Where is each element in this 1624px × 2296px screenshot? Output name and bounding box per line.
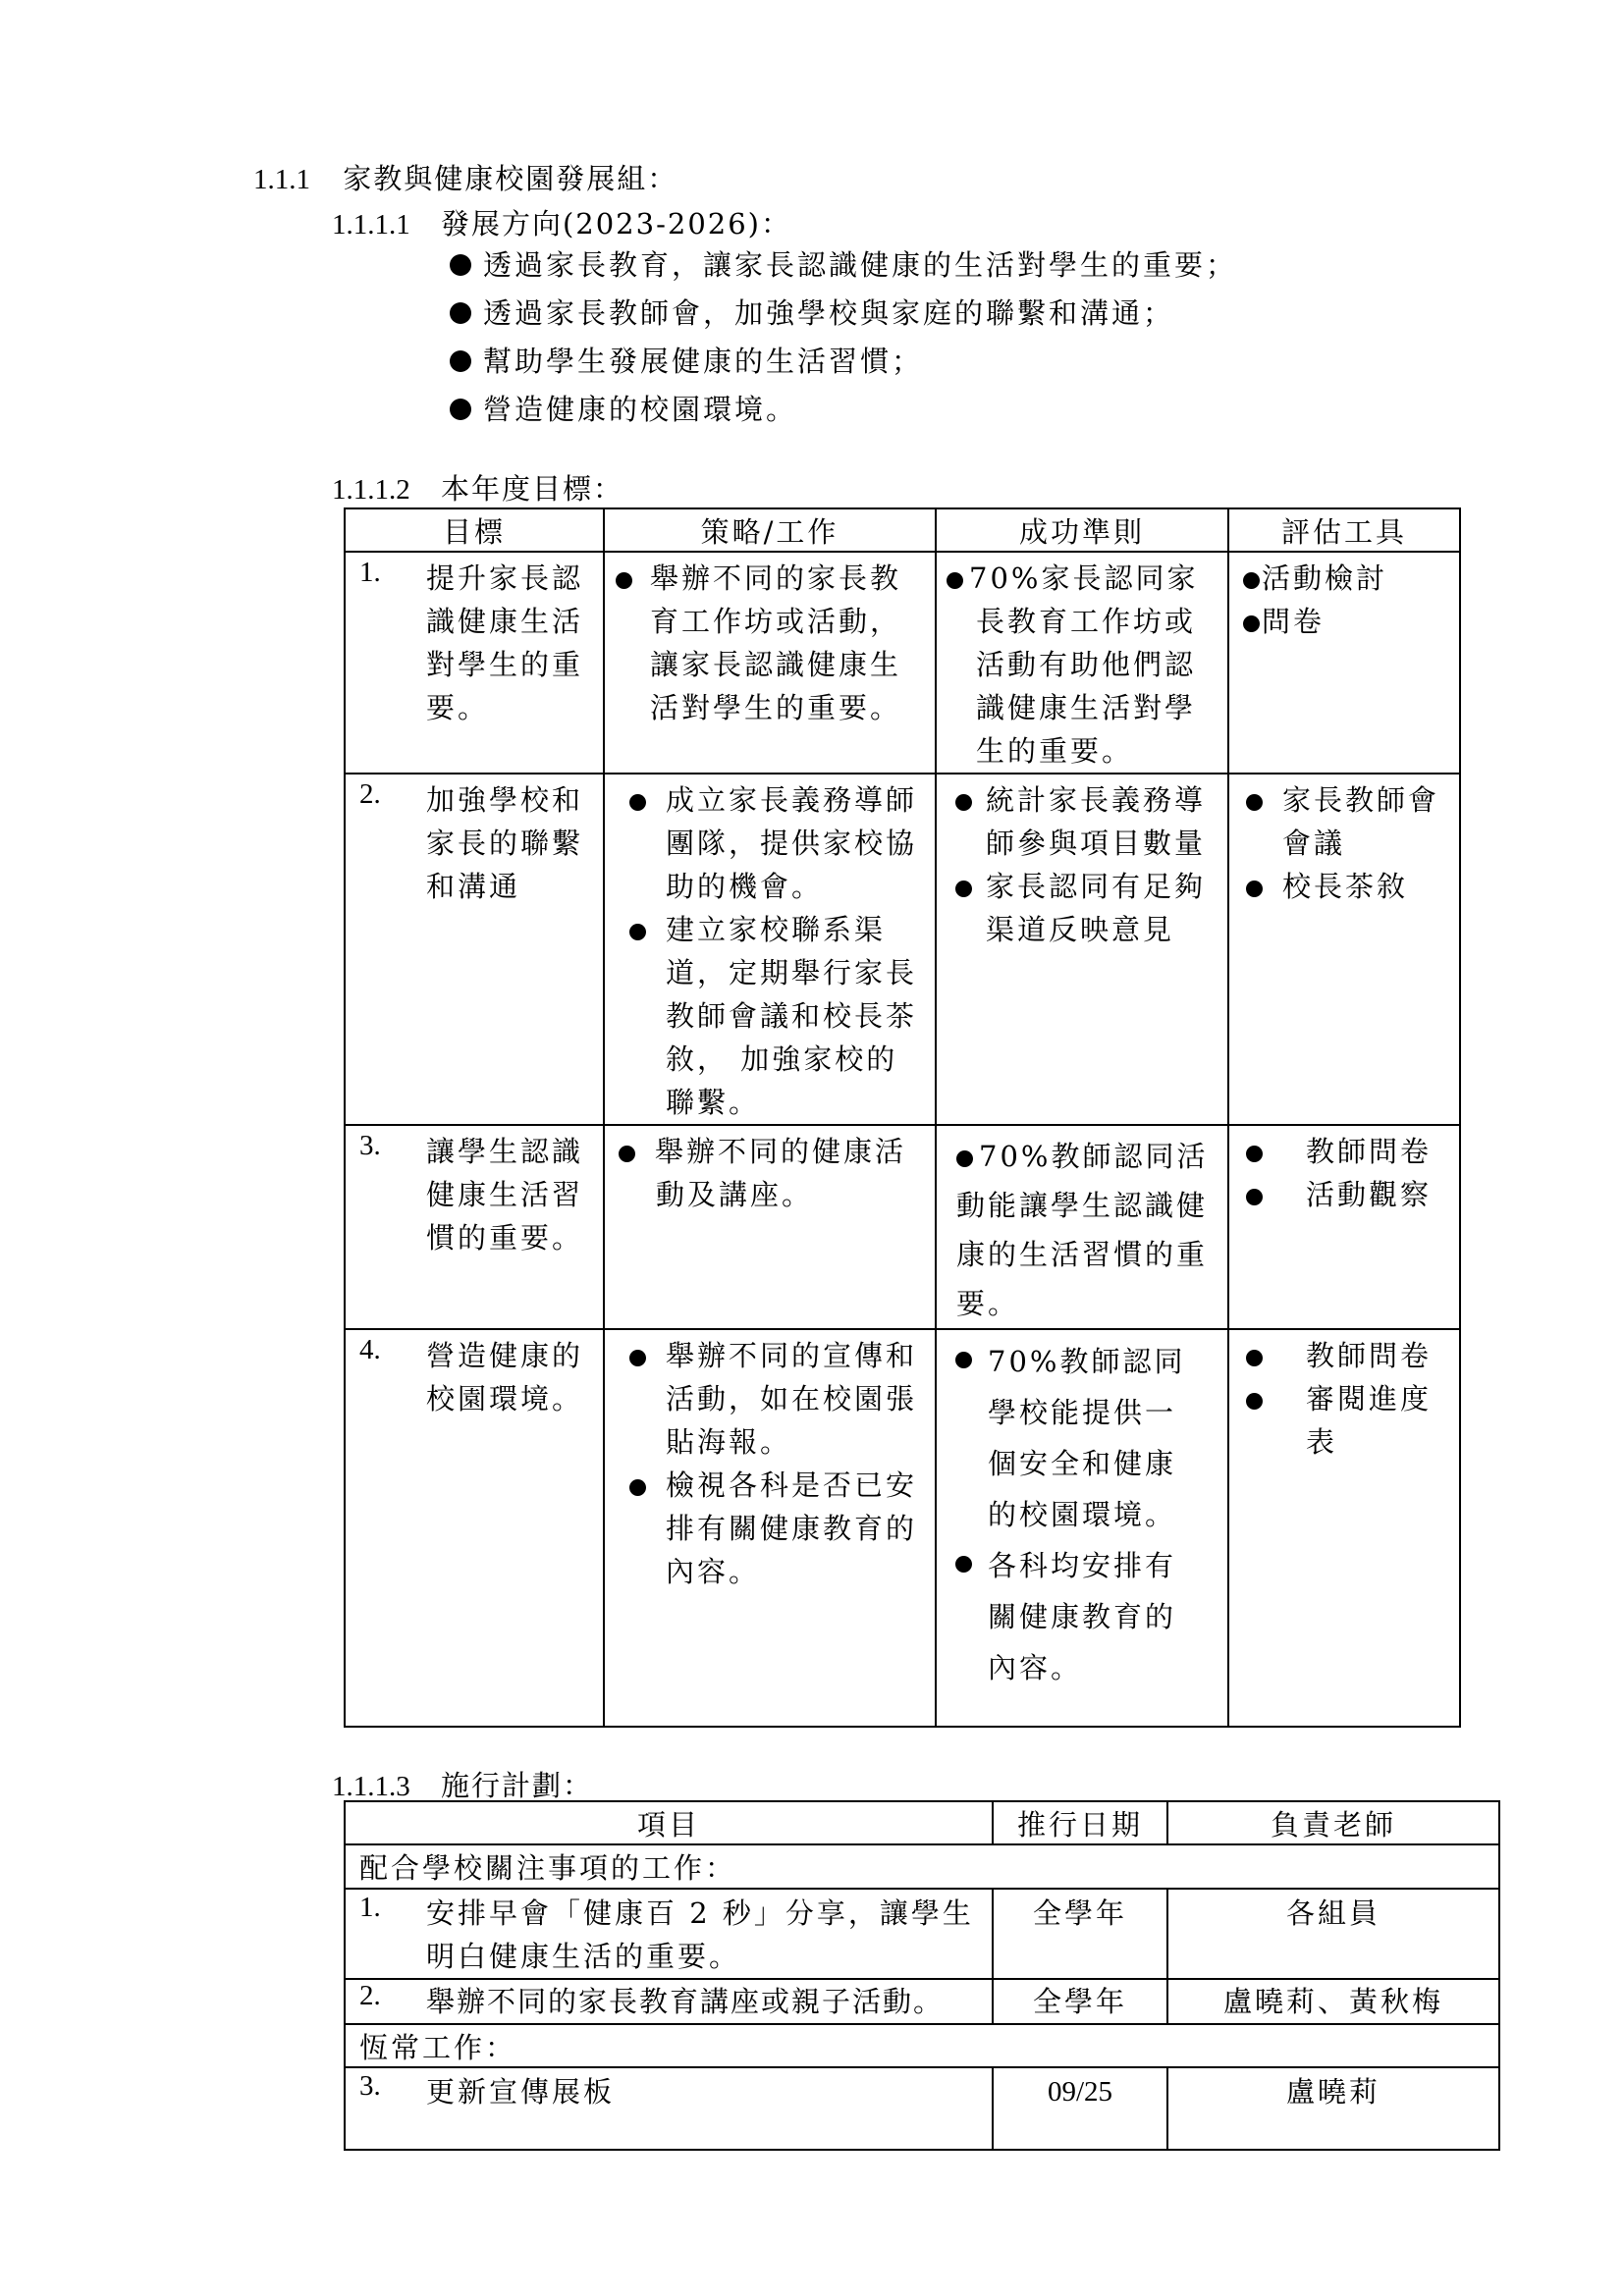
goal-cell: 3. 讓學生認識健康生活習慣的重要。 [345,1125,604,1329]
tools-cell [1228,552,1460,774]
list-item: 70%教師認同學校能提供一個安全和健康的校園環境。 [945,1336,1198,1540]
list-item: 舉辦不同的健康活動及講座。 [619,1130,927,1216]
list-item: 統計家長義務導師參與項目數量 [945,778,1227,865]
list-item: 舉辦不同的宣傳和活動，如在校園張貼海報。 [619,1334,927,1464]
bullet-icon [629,1350,646,1366]
list-item: 各科均安排有關健康教育的內容。 [945,1540,1198,1693]
bullet-icon [616,572,632,589]
bullet-icon [629,924,646,940]
list-item: 教師問卷 [1235,1130,1459,1173]
bullet-icon [450,302,471,324]
bullet-icon [629,1479,646,1496]
goals-table [344,507,1461,1728]
bullet-icon [450,350,471,372]
plan-table [344,1800,1500,2151]
goals-heading [332,467,623,507]
bullet-icon [955,1556,972,1573]
list-item: 教師問卷 [1235,1334,1459,1377]
bullet-icon [1243,572,1260,589]
section-heading [253,157,677,197]
bullet-icon [1246,1146,1263,1162]
criteria-cell [936,1125,1228,1329]
plan-row-3 [345,2067,1499,2150]
list-item: 70%家長認同家長教育工作坊或活動有助他們認識健康生活對學生的重要。 [976,557,1223,773]
plan-section-row [345,2024,1499,2067]
goal-row-2 [345,774,1460,1125]
item-cell: 2. 舉辦不同的家長教育講座或親子活動。 [345,1979,993,2024]
plan-row-2 [345,1979,1499,2024]
list-item: 活動觀察 [1235,1173,1459,1216]
teacher-cell: 盧曉莉、黃秋梅 [1167,1979,1499,2024]
direction-item: 透過家長教師會，加強學校與家庭的聯繫和溝通； [450,290,1237,338]
plan-header-row [345,1801,1499,1844]
bullet-icon [955,1352,972,1368]
header-tools: 評估工具 [1228,508,1460,552]
date-cell: 09/25 [993,2067,1167,2150]
list-item: 問卷 [1243,600,1459,643]
list-item: 建立家校聯系渠道，定期舉行家長教師會議和校長茶敘， 加強家校的聯繫。 [619,908,927,1124]
tools-cell [1228,1125,1460,1329]
bullet-icon [955,794,972,811]
header-teacher: 負責老師 [1167,1801,1499,1844]
header-item: 項目 [345,1801,993,1844]
section-label: 配合學校關注事項的工作： [345,1844,1499,1889]
date-cell: 全學年 [993,1889,1167,1979]
date-cell: 全學年 [993,1979,1167,2024]
list-item: 家長認同有足夠渠道反映意見 [945,865,1227,951]
goal-row-4 [345,1329,1460,1727]
header-goal: 目標 [345,508,604,552]
list-item: 70%教師認同活動能讓學生認識健康的生活習慣的重要。 [956,1140,1209,1320]
direction-heading [332,202,791,242]
bullet-icon [955,881,972,897]
plan-section-row [345,1844,1499,1889]
header-criteria: 成功準則 [936,508,1228,552]
item-cell: 1. 安排早會「健康百 2 秒」分享，讓學生明白健康生活的重要。 [345,1889,993,1979]
bullet-icon [1246,1350,1263,1366]
bullet-icon [619,1146,635,1162]
strategy-cell [604,774,936,1125]
list-item: 舉辦不同的家長教育工作坊或活動，讓家長認識健康生活對學生的重要。 [605,557,923,729]
bullet-icon [956,1150,973,1167]
plan-title: 施行計劃： [440,1769,593,1802]
direction-list [450,241,1237,434]
header-date: 推行日期 [993,1801,1167,1844]
list-item: 校長茶敘 [1235,865,1459,908]
strategy-cell [604,552,936,774]
section-number: 1.1.1 [253,164,310,195]
plan-number: 1.1.1.3 [332,1771,410,1802]
goals-number: 1.1.1.2 [332,474,410,506]
bullet-icon [1246,1189,1263,1205]
list-item: 檢視各科是否已安排有關健康教育的內容。 [619,1464,927,1593]
list-item: 活動檢討 [1243,557,1459,600]
plan-heading [332,1764,593,1804]
bullet-icon [1246,881,1263,897]
section-label: 恆常工作： [345,2024,1499,2067]
goal-cell: 1. 提升家長認識健康生活對學生的重要。 [345,552,604,774]
list-item: 家長教師會會議 [1235,778,1459,865]
direction-number: 1.1.1.1 [332,209,410,240]
goal-row-3 [345,1125,1460,1329]
bullet-icon [450,254,471,276]
bullet-icon [947,572,963,589]
goal-cell: 2. 加強學校和家長的聯繫和溝通 [345,774,604,1125]
criteria-cell [936,1329,1228,1727]
header-strategy: 策略/工作 [604,508,936,552]
strategy-cell [604,1329,936,1727]
list-item: 成立家長義務導師團隊，提供家校協助的機會。 [619,778,927,908]
teacher-cell: 各組員 [1167,1889,1499,1979]
bullet-icon [1246,794,1263,811]
bullet-icon [629,794,646,811]
teacher-cell: 盧曉莉 [1167,2067,1499,2150]
goal-row-1 [345,552,1460,774]
tools-cell [1228,1329,1460,1727]
criteria-cell [936,552,1228,774]
direction-item: 幫助學生發展健康的生活習慣； [450,338,1237,386]
direction-title: 發展方向(2023-2026)： [440,207,792,240]
bullet-icon [1243,615,1260,632]
strategy-cell [604,1125,936,1329]
item-cell: 3. 更新宣傳展板 [345,2067,993,2150]
tools-cell [1228,774,1460,1125]
goals-title: 本年度目標： [440,472,623,506]
goal-cell: 4. 營造健康的校園環境。 [345,1329,604,1727]
section-title: 家教與健康校園發展組： [343,162,678,195]
bullet-icon [450,399,471,420]
plan-row-1 [345,1889,1499,1979]
direction-item: 透過家長教育，讓家長認識健康的生活對學生的重要； [450,241,1237,290]
criteria-cell [936,774,1228,1125]
direction-item: 營造健康的校園環境。 [450,386,1237,434]
goals-header-row [345,508,1460,552]
bullet-icon [1246,1393,1263,1410]
list-item: 審閱進度表 [1235,1377,1459,1464]
